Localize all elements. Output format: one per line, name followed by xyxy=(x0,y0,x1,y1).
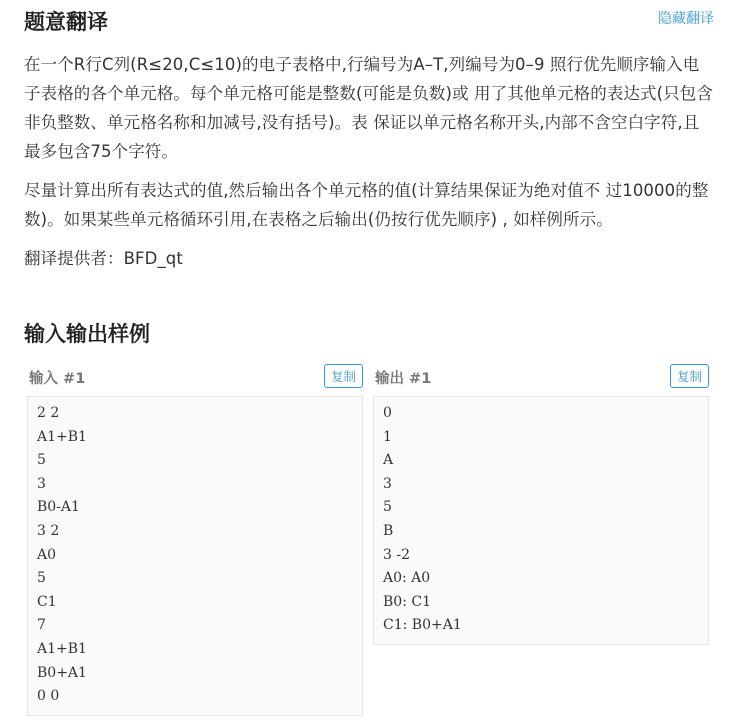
input-code-box[interactable] xyxy=(27,396,363,716)
input-line: C1 xyxy=(37,593,57,610)
input-line: 2 2 xyxy=(37,405,60,421)
input-line: B0-A1 xyxy=(37,499,80,516)
input-line: 0 0 xyxy=(37,688,60,705)
output-line: B0: C1 xyxy=(383,593,431,610)
input-line: 3 2 xyxy=(37,522,60,539)
input-line: A1+B1 xyxy=(37,428,87,445)
output-sample-header xyxy=(373,360,709,394)
io-samples-title: 输入输出样例 xyxy=(24,322,150,346)
input-line: 5 xyxy=(37,452,46,469)
output-line: 3 xyxy=(383,475,392,492)
translation-paragraph-2: 尽量计算出所有表达式的值,然后输出各个单元格的值(计算结果保证为绝对值不 过10000的整数)。如果某些单元格循环引用,在表格之后输出(仍按行优先顺序) , 如样例所示。 xyxy=(24,181,709,229)
input-line: 3 xyxy=(37,475,46,492)
output-line: B xyxy=(383,522,394,539)
input-sample xyxy=(27,360,363,716)
hide-translation-link[interactable]: 隐藏翻译 xyxy=(658,11,714,27)
input-sample-header xyxy=(27,360,363,394)
problem-translation-section xyxy=(24,0,714,346)
output-sample xyxy=(373,360,709,645)
translator-credit: 翻译提供者：BFD_qt xyxy=(24,249,183,268)
copy-output-button[interactable]: 复制 xyxy=(670,364,709,388)
input-line: 5 xyxy=(37,570,46,587)
output-sample-label: 输出 #1 xyxy=(375,371,432,387)
output-line: C1: B0+A1 xyxy=(383,617,462,634)
input-line: B0+A1 xyxy=(37,664,87,681)
input-line: 7 xyxy=(37,617,46,634)
section-title: 题意翻译 xyxy=(24,10,108,34)
translation-paragraph-1: 在一个R行C列(R≤20,C≤10)的电子表格中,行编号为A–T,列编号为0–9 照行优先顺序输入电子表格的各个单元格。每个单元格可能是整数(可能是负数)或 用了其他单元格的表达式(只包含非负整数、单元格名称和加减号,没有括号)。表 保证以单元格名称开头,内部不含空白字符,且最多包含75个字符。 xyxy=(24,55,713,161)
output-line: 3 -2 xyxy=(383,546,410,563)
output-line: 1 xyxy=(383,428,392,445)
copy-input-button[interactable]: 复制 xyxy=(324,364,363,388)
output-code-box[interactable] xyxy=(373,396,709,645)
output-line: A0: A0 xyxy=(383,570,431,587)
output-line: 0 xyxy=(383,405,392,421)
output-line: 5 xyxy=(383,499,392,516)
input-line: A1+B1 xyxy=(37,640,87,657)
output-line: A xyxy=(383,452,394,469)
input-line: A0 xyxy=(37,546,57,563)
section-header xyxy=(24,0,714,40)
input-sample-label: 输入 #1 xyxy=(29,371,86,387)
